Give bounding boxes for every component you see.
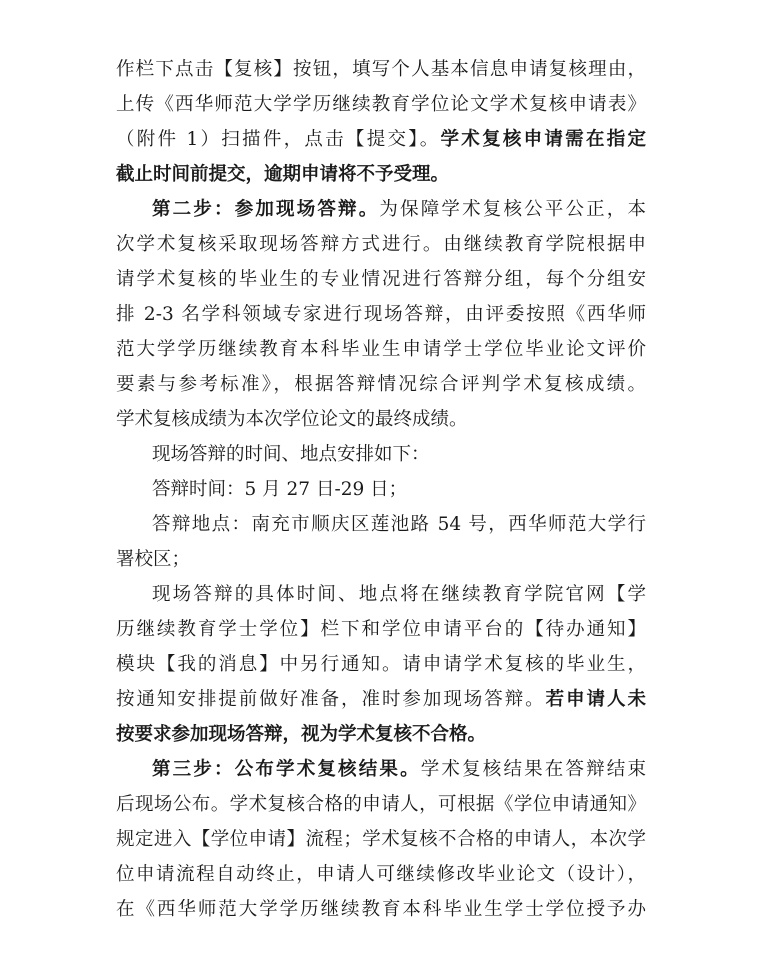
text-run: 范大学学历继续教育本科毕业生申请学士学位毕业论文评价 <box>116 339 646 360</box>
text-line <box>116 860 646 890</box>
paragraph-start-line <box>152 475 646 505</box>
paragraph-start-line <box>152 510 646 540</box>
text-line <box>116 335 646 365</box>
text-line <box>116 545 646 575</box>
text-line <box>116 650 646 680</box>
text-line <box>116 370 646 400</box>
text-line <box>116 685 646 715</box>
text-line <box>116 230 646 260</box>
bold-text-run: 若申请人未 <box>545 689 646 710</box>
text-run: 答辩时间：5 月 27 日-29 日； <box>152 479 408 500</box>
text-line <box>116 90 646 120</box>
paragraph-start-line <box>152 440 646 470</box>
text-run: 位申请流程自动终止，申请人可继续修改毕业论文（设计）， <box>116 864 646 885</box>
text-line <box>116 55 646 85</box>
text-run: 在《西华师范大学学历继续教育本科毕业生学士学位授予办 <box>116 899 646 920</box>
text-run: 后现场公布。学术复核合格的申请人，可根据《学位申请通知》 <box>116 794 646 815</box>
text-run: 为保障学术复核公平公正，本 <box>379 199 646 220</box>
text-run: 署校区； <box>116 549 191 570</box>
text-line <box>116 825 646 855</box>
bold-text-run: 按要求参加现场答辩，视为学术复核不合格。 <box>116 724 487 745</box>
text-line <box>116 300 646 330</box>
text-line <box>116 720 646 750</box>
text-line <box>116 160 646 190</box>
text-run: 作栏下点击【复核】按钮，填写个人基本信息申请复核理由， <box>116 59 646 80</box>
text-line <box>116 125 646 155</box>
bold-text-run: 截止时间前提交，逾期申请将不予受理。 <box>116 164 450 185</box>
bold-text-run: 学术复核申请需在指定 <box>440 129 646 150</box>
text-line <box>116 895 646 925</box>
text-run: 答辩地点：南充市顺庆区莲池路 54 号，西华师范大学行 <box>152 514 646 535</box>
text-run: 要素与参考标准》，根据答辩情况综合评判学术复核成绩。 <box>116 374 646 395</box>
text-run: 排 2-3 名学科领域专家进行现场答辩，由评委按照《西华师 <box>116 304 646 325</box>
text-run: 现场答辩的具体时间、地点将在继续教育学院官网【学 <box>152 584 646 605</box>
text-run: 上传《西华师范大学学历继续教育学位论文学术复核申请表》 <box>116 94 646 115</box>
step-heading: 第三步：公布学术复核结果。 <box>152 759 421 780</box>
text-line <box>116 615 646 645</box>
text-run: 现场答辩的时间、地点安排如下： <box>152 444 430 465</box>
text-run: 模块【我的消息】中另行通知。请申请学术复核的毕业生， <box>116 654 646 675</box>
step-heading: 第二步：参加现场答辩。 <box>152 199 380 220</box>
paragraph-start-line <box>152 755 646 785</box>
text-line <box>116 405 646 435</box>
text-run: （附件 1）扫描件，点击【提交】。 <box>116 129 441 150</box>
text-line <box>116 265 646 295</box>
text-run: 规定进入【学位申请】流程；学术复核不合格的申请人，本次学 <box>116 829 646 850</box>
paragraph-start-line <box>152 580 646 610</box>
text-run: 次学术复核采取现场答辩方式进行。由继续教育学院根据申 <box>116 234 646 255</box>
text-run: 学术复核结果在答辩结束 <box>420 759 646 780</box>
paragraph-start-line <box>152 195 646 225</box>
text-run: 按通知安排提前做好准备，准时参加现场答辩。 <box>116 689 546 710</box>
text-run: 历继续教育学士学位】栏下和学位申请平台的【待办通知】 <box>116 619 646 640</box>
text-line <box>116 790 646 820</box>
text-run: 学术复核成绩为本次学位论文的最终成绩。 <box>116 409 468 430</box>
text-run: 请学术复核的毕业生的专业情况进行答辩分组，每个分组安 <box>116 269 646 290</box>
